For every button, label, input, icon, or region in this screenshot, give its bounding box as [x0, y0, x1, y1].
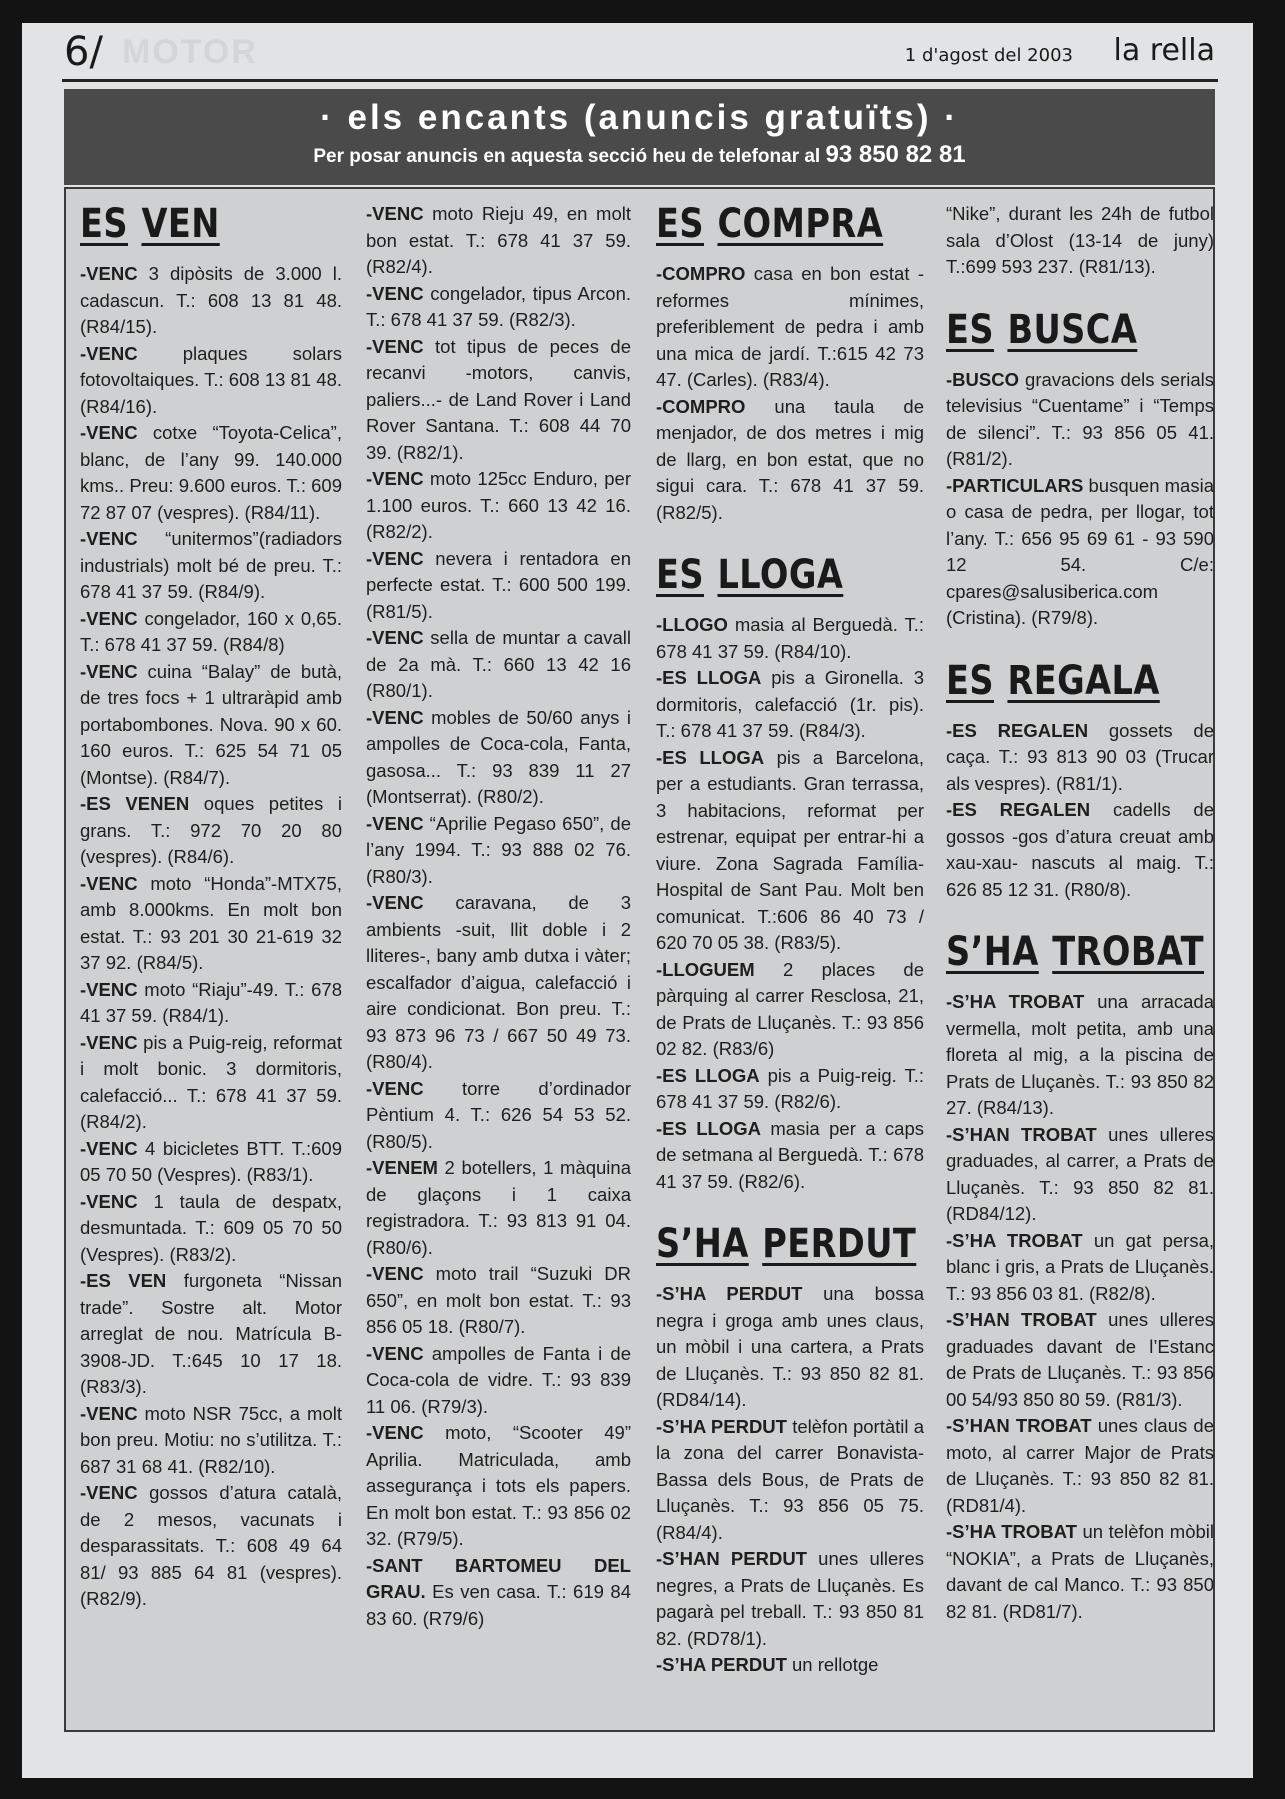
- ad-lead-word: -VENC: [366, 547, 424, 569]
- classified-ad: [366, 546, 631, 626]
- ad-text: “unitermos”(radiadors industrials) molt bé de preu. T.: 678 41 37 59. (R84/9).: [80, 528, 342, 602]
- classified-ad: [946, 1228, 1214, 1308]
- ad-lead-word: -ES REGALEN: [946, 719, 1089, 741]
- classified-ad: [80, 526, 342, 606]
- section-title: [946, 307, 1171, 353]
- section-title-word: ES: [946, 306, 994, 353]
- ad-lead-word: -VENC: [366, 282, 424, 304]
- section-title: [656, 1221, 917, 1267]
- section-es-lloga: [656, 552, 924, 1195]
- page-header: [22, 23, 1253, 85]
- ad-lead-word: -ES LLOGA: [656, 746, 765, 768]
- section-es-compra: [656, 201, 924, 526]
- ad-text: 2 botellers, 1 màquina de glaçons i 1 caixa registradora. T.: 93 813 91 04. (R80/6).: [366, 1157, 631, 1258]
- ad-text: unes ulleres negres, a Prats de Lluçanès. Es pagarà pel treball. T.: 93 850 81 82. (RD78/1).: [656, 1548, 924, 1649]
- ad-text: moto “Riaju”-49. T.: 678 41 37 59. (R84/1).: [80, 978, 342, 1026]
- classified-ad: [946, 473, 1214, 632]
- classified-ad: [366, 811, 631, 891]
- section-title-word: ES: [656, 552, 704, 598]
- column-2: [366, 201, 631, 1632]
- ad-text: torre d’ordinador Pèntium 4. T.: 626 54 53 52. (R80/5).: [366, 1077, 631, 1152]
- classified-ad: [366, 1261, 631, 1341]
- ad-text: moto “Honda”-MTX75, amb 8.000kms. En molt bon estat. T.: 93 201 30 21-619 32 37 92. (R84/5).: [80, 872, 342, 973]
- ad-text: moto NSR 75cc, a molt bon preu. Motiu: no s’utilitza. T.: 687 31 68 41. (R82/10).: [80, 1402, 342, 1477]
- ad-lead-word: -S’HA PERDUT: [656, 1415, 787, 1437]
- banner-subtitle-text: Per posar anuncis en aquesta secció heu de telefonar al: [313, 146, 821, 167]
- classified-ad: [656, 1063, 924, 1116]
- classified-ad: [80, 420, 342, 526]
- ad-lead-word: -VENC: [80, 872, 138, 894]
- section-title-word: TROBAT: [1052, 929, 1205, 975]
- ad-lead-word: -S’HAN TROBAT: [946, 1309, 1097, 1330]
- ad-lead-word: -VENC: [366, 706, 424, 728]
- classified-ad: [366, 201, 631, 281]
- classified-ad: [366, 1076, 631, 1156]
- ad-lead-word: -VENC: [80, 528, 138, 549]
- ad-text: una arracada vermella, molt petita, amb una floreta al mig, a la piscina de Prats de Lluçanès. T.: 93 850 82 27. (R84/13).: [946, 991, 1215, 1118]
- ad-lead-word: -VENC: [80, 660, 138, 682]
- classified-ad: [946, 1413, 1214, 1519]
- ad-lead-word: -VENC: [80, 263, 138, 284]
- banner-subtitle: [64, 141, 1215, 169]
- ad-lead-word: -BUSCO: [946, 368, 1019, 390]
- ad-text: plaques solars fotovoltaiques. T.: 608 13 81 48. (R84/16).: [80, 342, 342, 417]
- ad-text: pis a Barcelona, per a estudiants. Gran terrassa, 3 habitacions, reformat per estrenar, equipat per entrar-hi a viure. Zona Sagrada Família-Hospital de Sant Pau. Molt ben comunicat. T.:606 86 40 73 / 620 70 05 38. (R83/5).: [656, 746, 924, 953]
- classified-ad: [366, 1553, 631, 1633]
- ad-text: busquen masia o casa de pedra, per llogar, tot l’any. T.: 656 95 69 61 - 93 590 12 54. C/e: cpares@salusiberica.com (Cristina). (R79/8).: [946, 474, 1214, 628]
- ad-lead-word: -VENC: [366, 1422, 424, 1443]
- ad-lead-word: -S’HA PERDUT: [656, 1283, 803, 1304]
- classified-ad: [946, 718, 1214, 798]
- classified-ad: [80, 659, 342, 792]
- ad-lead-word: -ES REGALEN: [946, 799, 1091, 820]
- ad-text: gravacions dels serials televisius “Cuentame” i “Temps de silenci”. T.: 93 856 05 41. (R81/2).: [946, 368, 1214, 469]
- ad-lead-word: -LLOGUEM: [656, 958, 755, 980]
- ad-lead-word: -S’HAN TROBAT: [946, 1123, 1097, 1145]
- ad-text: unes ulleres graduades, al carrer, a Prats de Lluçanès. T.: 93 850 82 81. (RD84/12).: [946, 1123, 1214, 1224]
- ad-text: gossos d’atura català, de 2 mesos, vacunats i desparassitats. T.: 608 49 64 81/ 93 885 64 81 (vespres). (R82/9).: [80, 1482, 342, 1609]
- section-banner: [64, 89, 1215, 185]
- section-title: [946, 929, 1205, 975]
- classified-ad: [80, 791, 342, 871]
- section-title: [656, 201, 884, 247]
- ad-text: Es ven casa. T.: 619 84 83 60. (R79/6): [366, 1581, 631, 1629]
- classified-ad: [946, 1519, 1214, 1625]
- section-title-word: ES: [946, 657, 994, 704]
- section-title-word: BUSCA: [1007, 306, 1138, 353]
- ad-text: pis a Gironella. 3 dormitoris, calefacció (1r. pis). T.: 678 41 37 59. (R84/3).: [656, 667, 924, 741]
- ad-lead-word: -S’HAN TROBAT: [946, 1415, 1092, 1436]
- ad-lead-word: -VENC: [80, 342, 138, 364]
- ad-text: masia al Berguedà. T.: 678 41 37 59. (R84/10).: [656, 614, 924, 662]
- ad-text: gossets de caça. T.: 93 813 90 03 (Trucar als vespres). (R81/1).: [946, 719, 1214, 794]
- classified-ad: [80, 1480, 342, 1613]
- classified-ad: [80, 341, 342, 421]
- classified-ad-continuation: “Nike”, durant les 24h de futbol sala d’Olost (13-14 de juny) T.:699 593 237. (R81/13).: [946, 203, 1214, 277]
- ad-lead-word: -VENC: [366, 1077, 424, 1099]
- ad-text: cuina “Balay” de butà, de tres focs + 1 ultraràpid amb portabombones. Nova. 90 x 60. 160 euros. T.: 625 54 71 05 (Montse). (R84/7).: [80, 660, 342, 788]
- classified-ad: [366, 281, 631, 334]
- ad-lead-word: -ES VENEN: [80, 793, 190, 814]
- classified-ad: [80, 606, 342, 659]
- classified-ad: [80, 871, 342, 977]
- issue-date: 1 d'agost del 2003: [904, 45, 1073, 66]
- ad-lead-word: -VENC: [80, 1031, 138, 1053]
- classified-ad: [656, 1116, 924, 1196]
- section-sha-perdut: [656, 1221, 924, 1679]
- classified-ad: [366, 705, 631, 811]
- section-title-word: LLOGA: [717, 552, 844, 598]
- ad-lead-word: -S’HAN PERDUT: [656, 1548, 807, 1569]
- ad-lead-word: -VENC: [366, 812, 424, 834]
- section-sha-perdut-continued: [946, 201, 1214, 281]
- ad-text: tot tipus de peces de recanvi -motors, canvis, paliers...- de Land Rover i Land Rover Santana. T.: 608 44 70 39. (R82/1).: [366, 335, 631, 463]
- ad-text: pis a Puig-reig, reformat i molt bonic. 3 dormitoris, calefacció... T.: 678 41 37 59. (R84/2).: [80, 1031, 342, 1132]
- ad-lead-word: -ES LLOGA: [656, 667, 762, 688]
- ad-lead-word: -ES LLOGA: [656, 1117, 761, 1139]
- classified-ad: [656, 1281, 924, 1414]
- section-title-word: ES: [80, 201, 128, 247]
- ad-lead-word: -PARTICULARS: [946, 474, 1084, 496]
- classified-ad: [656, 1652, 924, 1679]
- classified-ad: [656, 665, 924, 745]
- header-ghost-text: MOTOR: [122, 33, 258, 71]
- ad-text: ampolles de Fanta i de Coca-cola de vidre. T.: 93 839 11 06. (R79/3).: [366, 1342, 631, 1417]
- column-4: [946, 201, 1214, 1625]
- ad-text: una bossa negra i groga amb unes claus, un mòbil i una cartera, a Prats de Lluçanès. T.: 93 850 82 81. (RD84/14).: [656, 1283, 925, 1410]
- ad-text: moto trail “Suzuki DR 650”, en molt bon estat. T.: 93 856 05 18. (R80/7).: [366, 1263, 631, 1337]
- banner-phone: 93 850 82 81: [825, 141, 966, 168]
- section-es-ven: [80, 201, 342, 1613]
- ad-lead-word: -LLOGO: [656, 614, 728, 635]
- ad-lead-word: -VENC: [366, 468, 424, 489]
- banner-title: · els encants (anuncis gratuïts) ·: [320, 98, 959, 137]
- ad-text: nevera i rentadora en perfecte estat. T.: 600 500 199. (R81/5).: [366, 547, 631, 622]
- ad-text: 4 bicicletes BTT. T.:609 05 70 50 (Vespres). (R83/1).: [80, 1137, 342, 1185]
- ad-lead-word: -COMPRO: [656, 263, 746, 284]
- classified-ad: [656, 745, 924, 957]
- ad-text: una taula de menjador, de dos metres i mig de llarg, en bon estat, que no sigui cara. T.: 678 41 37 59. (R82/5).: [656, 395, 924, 523]
- column-3: [656, 201, 924, 1679]
- classified-ad: [80, 1189, 342, 1269]
- section-title-word: S’HA: [946, 929, 1039, 975]
- ad-text: un rellotge: [786, 1654, 879, 1675]
- classifieds-frame: [64, 187, 1215, 1732]
- section-es-ven-continued: [366, 201, 631, 1632]
- ad-lead-word: -ES LLOGA: [656, 1064, 760, 1086]
- classified-ad: [946, 1122, 1214, 1228]
- ad-lead-word: -VENC: [366, 335, 424, 357]
- ad-lead-word: -VENC: [80, 978, 138, 1000]
- ad-text: oques petites i grans. T.: 972 70 20 80 (vespres). (R84/6).: [80, 793, 342, 867]
- section-es-regala: [946, 658, 1214, 904]
- classified-ad: [366, 466, 631, 546]
- classified-ad: [366, 334, 631, 467]
- section-title-word: VEN: [141, 201, 220, 247]
- classified-ad: [946, 797, 1214, 903]
- classified-ad: [80, 1401, 342, 1481]
- ad-lead-word: -S’HA TROBAT: [946, 991, 1085, 1012]
- ad-text: 1 taula de despatx, desmuntada. T.: 609 05 70 50 (Vespres). (R83/2).: [80, 1190, 342, 1265]
- classified-ad: [366, 890, 631, 1076]
- ad-text: un gat persa, blanc i gris, a Prats de Lluçanès. T.: 93 856 03 81. (R82/8).: [946, 1229, 1214, 1304]
- ad-lead-word: -VENC: [366, 203, 424, 224]
- classified-ad: [366, 1155, 631, 1261]
- section-title: [656, 552, 881, 598]
- ad-lead-word: -VENC: [80, 422, 138, 443]
- classified-ad: [80, 977, 342, 1030]
- ad-text: unes ulleres graduades davant de l’Estanc de Prats de Lluçanès. T.: 93 856 00 54/93 850 80 59. (R81/3).: [946, 1309, 1214, 1410]
- ad-text: 3 dipòsits de 3.000 l. cadascun. T.: 608 13 81 48. (R84/15).: [80, 263, 342, 337]
- classified-ad: [366, 625, 631, 705]
- page-number: 6/: [64, 29, 103, 75]
- ad-lead-word: -VENC: [366, 892, 424, 913]
- ad-lead-word: -VENC: [366, 627, 424, 648]
- ad-text: 2 places de pàrquing al carrer Resclosa, 21, de Prats de Lluçanès. T.: 93 856 02 82. (R83/6): [656, 958, 924, 1059]
- ad-lead-word: -S’HA PERDUT: [656, 1654, 787, 1675]
- classified-ad: [656, 612, 924, 665]
- section-es-busca: [946, 307, 1214, 632]
- column-1: [80, 201, 342, 1613]
- classified-ad: [946, 367, 1214, 473]
- classified-ad: [946, 1307, 1214, 1413]
- header-rule: [62, 79, 1218, 82]
- classified-ad: [80, 1030, 342, 1136]
- ad-lead-word: -VENC: [366, 1263, 424, 1284]
- ad-lead-word: -VENC: [80, 1402, 138, 1424]
- classified-ad: [366, 1420, 631, 1553]
- section-title-word: ES: [656, 201, 704, 247]
- section-title: [80, 201, 300, 247]
- ad-lead-word: -ES VEN: [80, 1270, 167, 1291]
- ad-text: sella de muntar a cavall de 2a mà. T.: 660 13 42 16 (R80/1).: [366, 627, 631, 701]
- ad-text: moto 125cc Enduro, per 1.100 euros. T.: 660 13 42 16. (R82/2).: [366, 468, 631, 542]
- ad-lead-word: -VENC: [80, 1482, 138, 1503]
- ad-lead-word: -VENEM: [366, 1157, 438, 1178]
- ad-lead-word: -COMPRO: [656, 395, 746, 417]
- ad-text: masia per a caps de setmana al Berguedà. T.: 678 41 37 59. (R82/6).: [656, 1117, 924, 1192]
- classified-ad: [656, 1546, 924, 1652]
- ad-text: moto Rieju 49, en molt bon estat. T.: 678 41 37 59.(R82/4).: [366, 203, 631, 277]
- classified-ad: [656, 1414, 924, 1547]
- ad-text: telèfon portàtil a la zona del carrer Bonavista-Bassa dels Bous, de Prats de Lluçanès. T.: 93 856 05 75. (R84/4).: [656, 1415, 925, 1543]
- section-title-word: REGALA: [1007, 657, 1160, 704]
- classified-ad: [656, 394, 924, 527]
- ad-text: “Aprilie Pegaso 650”, de l’any 1994. T.: 93 888 02 76. (R80/3).: [366, 812, 631, 887]
- ad-lead-word: -SANT BARTOMEU DEL GRAU.: [366, 1554, 631, 1602]
- newspaper-page: [22, 23, 1253, 1778]
- classified-ad: [80, 1268, 342, 1401]
- ad-text: cotxe “Toyota-Celica”, blanc, de l’any 99. 140.000 kms.. Preu: 9.600 euros. T.: 609 72 87 07 (vespres). (R84/11).: [80, 422, 342, 523]
- classified-ad: [80, 1136, 342, 1189]
- ad-text: pis a Puig-reig. T.: 678 41 37 59. (R82/6).: [656, 1064, 924, 1112]
- ad-text: caravana, de 3 ambients -suit, llit doble i 2 lliteres-, bany amb dutxa i vàter; escalfador d’aigua, calefacció i aire condicionat. Bon preu. T.: 93 873 96 73 / 667 50 49 73. (R80/4).: [366, 892, 631, 1072]
- publication-name: la rella: [1113, 33, 1215, 68]
- ad-text: congelador, tipus Arcon. T.: 678 41 37 59. (R82/3).: [366, 282, 631, 330]
- ad-lead-word: -VENC: [80, 1137, 138, 1159]
- ad-text: unes claus de moto, al carrer Major de Prats de Lluçanès. T.: 93 850 82 81. (RD81/4).: [946, 1415, 1214, 1516]
- ad-text: furgoneta “Nissan trade”. Sostre alt. Motor arreglat de nou. Matrícula B-3908-JD. T.:645 10 17 18. (R83/3).: [80, 1270, 342, 1397]
- ad-lead-word: -VENC: [80, 1190, 138, 1212]
- ad-text: mobles de 50/60 anys i ampolles de Coca-cola, Fanta, gasosa... T.: 93 839 11 27 (Montserrat). (R80/2).: [366, 706, 631, 807]
- ad-text: un telèfon mòbil “NOKIA”, a Prats de Lluçanès, davant de cal Manco. T.: 93 850 82 81. (RD81/7).: [946, 1521, 1214, 1622]
- section-title: [946, 658, 1171, 704]
- section-title-word: S’HA: [656, 1221, 749, 1267]
- classified-ad: [366, 1341, 631, 1421]
- classified-ad: [656, 957, 924, 1063]
- ad-text: congelador, 160 x 0,65. T.: 678 41 37 59. (R84/8): [80, 607, 342, 655]
- section-sha-trobat: [946, 929, 1214, 1625]
- ad-text: casa en bon estat -reformes mínimes, preferiblement de pedra i amb una mica de jardí. T.:615 42 73 47. (Carles). (R83/4).: [656, 263, 924, 390]
- classified-ad: [656, 261, 924, 394]
- classified-ad: [80, 261, 342, 341]
- ad-text: cadells de gossos -gos d’atura creuat amb xau-xau- nascuts al maig. T.: 626 85 12 31. (R80/8).: [946, 799, 1214, 900]
- section-title-word: COMPRA: [717, 201, 884, 247]
- ad-lead-word: -S’HA TROBAT: [946, 1229, 1083, 1251]
- ad-lead-word: -VENC: [366, 1342, 424, 1364]
- ad-lead-word: -S’HA TROBAT: [946, 1521, 1077, 1542]
- ad-text: moto, “Scooter 49” Aprilia. Matriculada, amb assegurança i tots els papers. En molt bon estat. T.: 93 856 02 32. (R79/5).: [366, 1422, 631, 1549]
- ad-lead-word: -VENC: [80, 607, 138, 629]
- section-title-word: PERDUT: [762, 1221, 917, 1267]
- classified-ad: [946, 989, 1214, 1122]
